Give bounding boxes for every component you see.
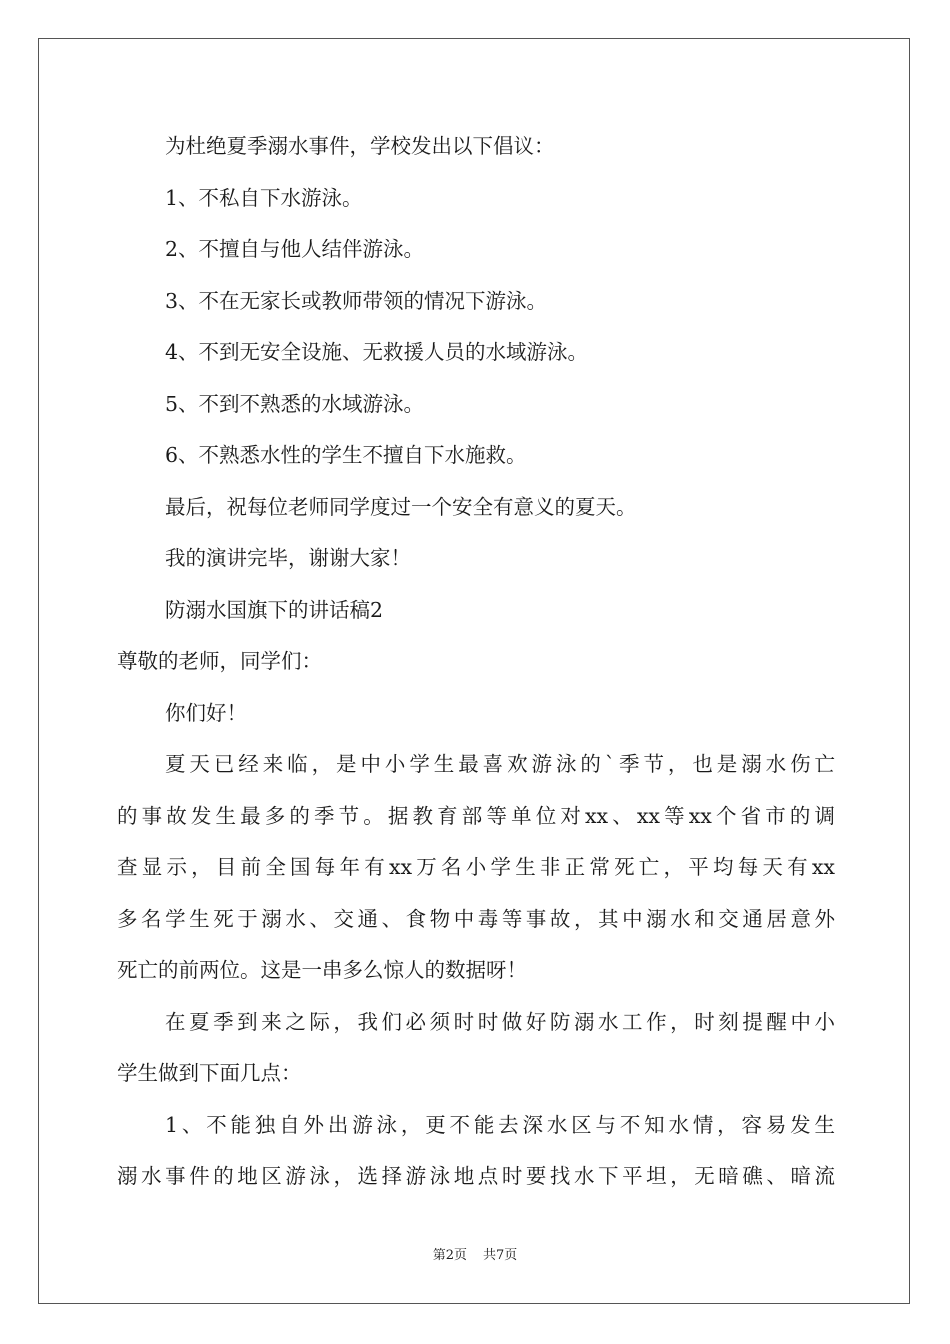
paragraph-line: 在夏季到来之际，我们必须时时做好防溺水工作，时刻提醒中小 (165, 1009, 835, 1034)
document-body (117, 121, 835, 1203)
page-footer (0, 1247, 950, 1265)
list-item: 5、不到不熟悉的水域游泳。 (165, 391, 425, 416)
paragraph-line: 我的演讲完毕，谢谢大家！ (165, 546, 411, 570)
paragraph-line: 查显示，目前全国每年有xx万名小学生非正常死亡，平均每天有xx (117, 855, 835, 879)
list-item: 2、不擅自与他人结伴游泳。 (165, 237, 425, 261)
greeting: 你们好！ (165, 700, 247, 725)
paragraph-line: 最后，祝每位老师同学度过一个安全有意义的夏天。 (165, 494, 637, 519)
paragraph-line: 学生做到下面几点： (117, 1061, 302, 1085)
list-item: 6、不熟悉水性的学生不擅自下水施救。 (165, 443, 527, 467)
paragraph-line: 多名学生死于溺水、交通、食物中毒等事故，其中溺水和交通居意外 (117, 906, 835, 931)
page-total: 共7页 (483, 1248, 518, 1263)
paragraph-line: 夏天已经来临，是中小学生最喜欢游泳的`季节，也是溺水伤亡 (165, 752, 835, 776)
paragraph-line: 死亡的前两位。这是一串多么惊人的数据呀！ (117, 958, 527, 982)
list-item: 1、不私自下水游泳。 (165, 185, 363, 210)
paragraph-line: 溺水事件的地区游泳，选择游泳地点时要找水下平坦，无暗礁、暗流 (117, 1164, 835, 1188)
paragraph-line: 为杜绝夏季溺水事件，学校发出以下倡议： (165, 134, 555, 158)
salutation: 尊敬的老师，同学们： (117, 649, 322, 673)
paragraph-line: 的事故发生最多的季节。据教育部等单位对xx、xx等xx个省市的调 (117, 803, 835, 828)
list-item: 1、不能独自外出游泳，更不能去深水区与不知水情，容易发生 (165, 1112, 835, 1137)
section-title: 防溺水国旗下的讲话稿2 (165, 597, 384, 622)
list-item: 3、不在无家长或教师带领的情况下游泳。 (165, 288, 548, 313)
page-number: 第2页 (432, 1248, 467, 1263)
list-item: 4、不到无安全设施、无救援人员的水域游泳。 (165, 340, 589, 364)
